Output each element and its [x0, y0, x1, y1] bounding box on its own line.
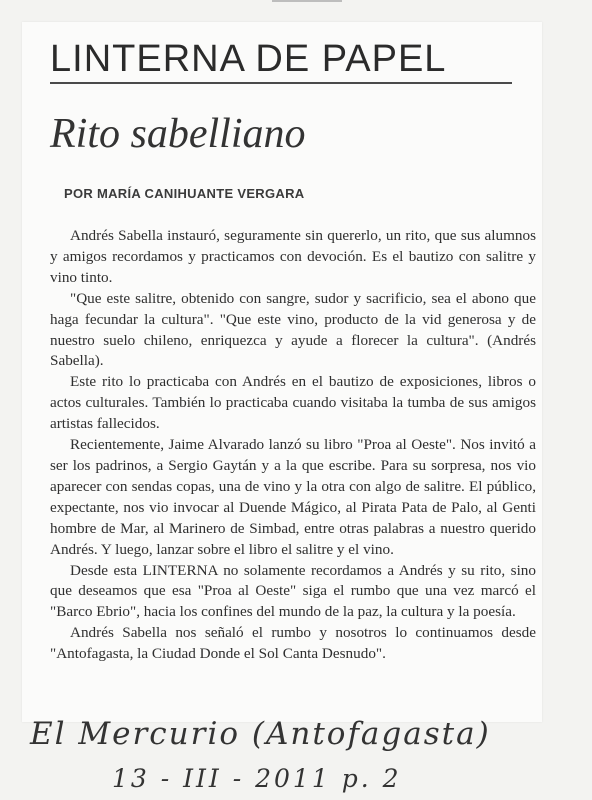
- article-title: Rito sabelliano: [50, 111, 306, 157]
- column-name: LINTERNA DE PAPEL: [50, 38, 447, 80]
- paragraph: Desde esta LINTERNA no solamente recordamos a Andrés y su rito, sino que deseamos que esa "Proa al Oeste" siga el rumbo que una vez marcó el "Barco Ebrio", hacia los confines del mundo de la paz, la cultura y la poesía.: [50, 561, 536, 621]
- scan-edge-mark: [272, 0, 342, 2]
- paragraph: Andrés Sabella nos señaló el rumbo y nosotros lo continuamos desde "Antofagasta, la Ciudad Donde el Sol Canta Desnudo".: [50, 624, 536, 663]
- byline: POR MARÍA CANIHUANTE VERGARA: [64, 186, 305, 201]
- paragraph: Andrés Sabella instauró, seguramente sin quererlo, un rito, que sus alumnos y amigos recordamos y practicamos con devoción. Es el bautizo con salitre y vino tinto.: [50, 227, 536, 286]
- column-rule: [50, 82, 512, 84]
- paragraph: Este rito lo practicaba con Andrés en el bautizo de exposiciones, libros o actos culturales. También lo practicaba cuando visitaba la tumba de sus amigos artistas fallecidos.: [50, 373, 536, 433]
- handwritten-date-note: 13 - III - 2011 p. 2: [112, 764, 402, 793]
- paragraph: "Que este salitre, obtenido con sangre, sudor y sacrificio, sea el abono que haga fecundar la cultura". "Que este vino, producto de la vid generosa y de nuestro suelo chileno, enriquezca y ayude a florecer la cultura". (Andrés Sabella).: [50, 289, 536, 370]
- article-body: [50, 226, 536, 665]
- paragraph: Recientemente, Jaime Alvarado lanzó su libro "Proa al Oeste". Nos invitó a ser los padrinos, a Sergio Gaytán y a la que escribe. Para su sorpresa, nos vio aparecer con sendas copas, una de vino y la otra con algo de salitre. El público, expectante, nos vio invocar al Duende Mágico, al Pirata Pata de Palo, al Genti hombre de Mar, al Marinero de Simbad, entre otras palabras a nuestro querido Andrés. Y luego, lanzar sobre el libro el salitre y el vino.: [50, 436, 536, 558]
- handwritten-source-note: El Mercurio (Antofagasta): [30, 716, 491, 752]
